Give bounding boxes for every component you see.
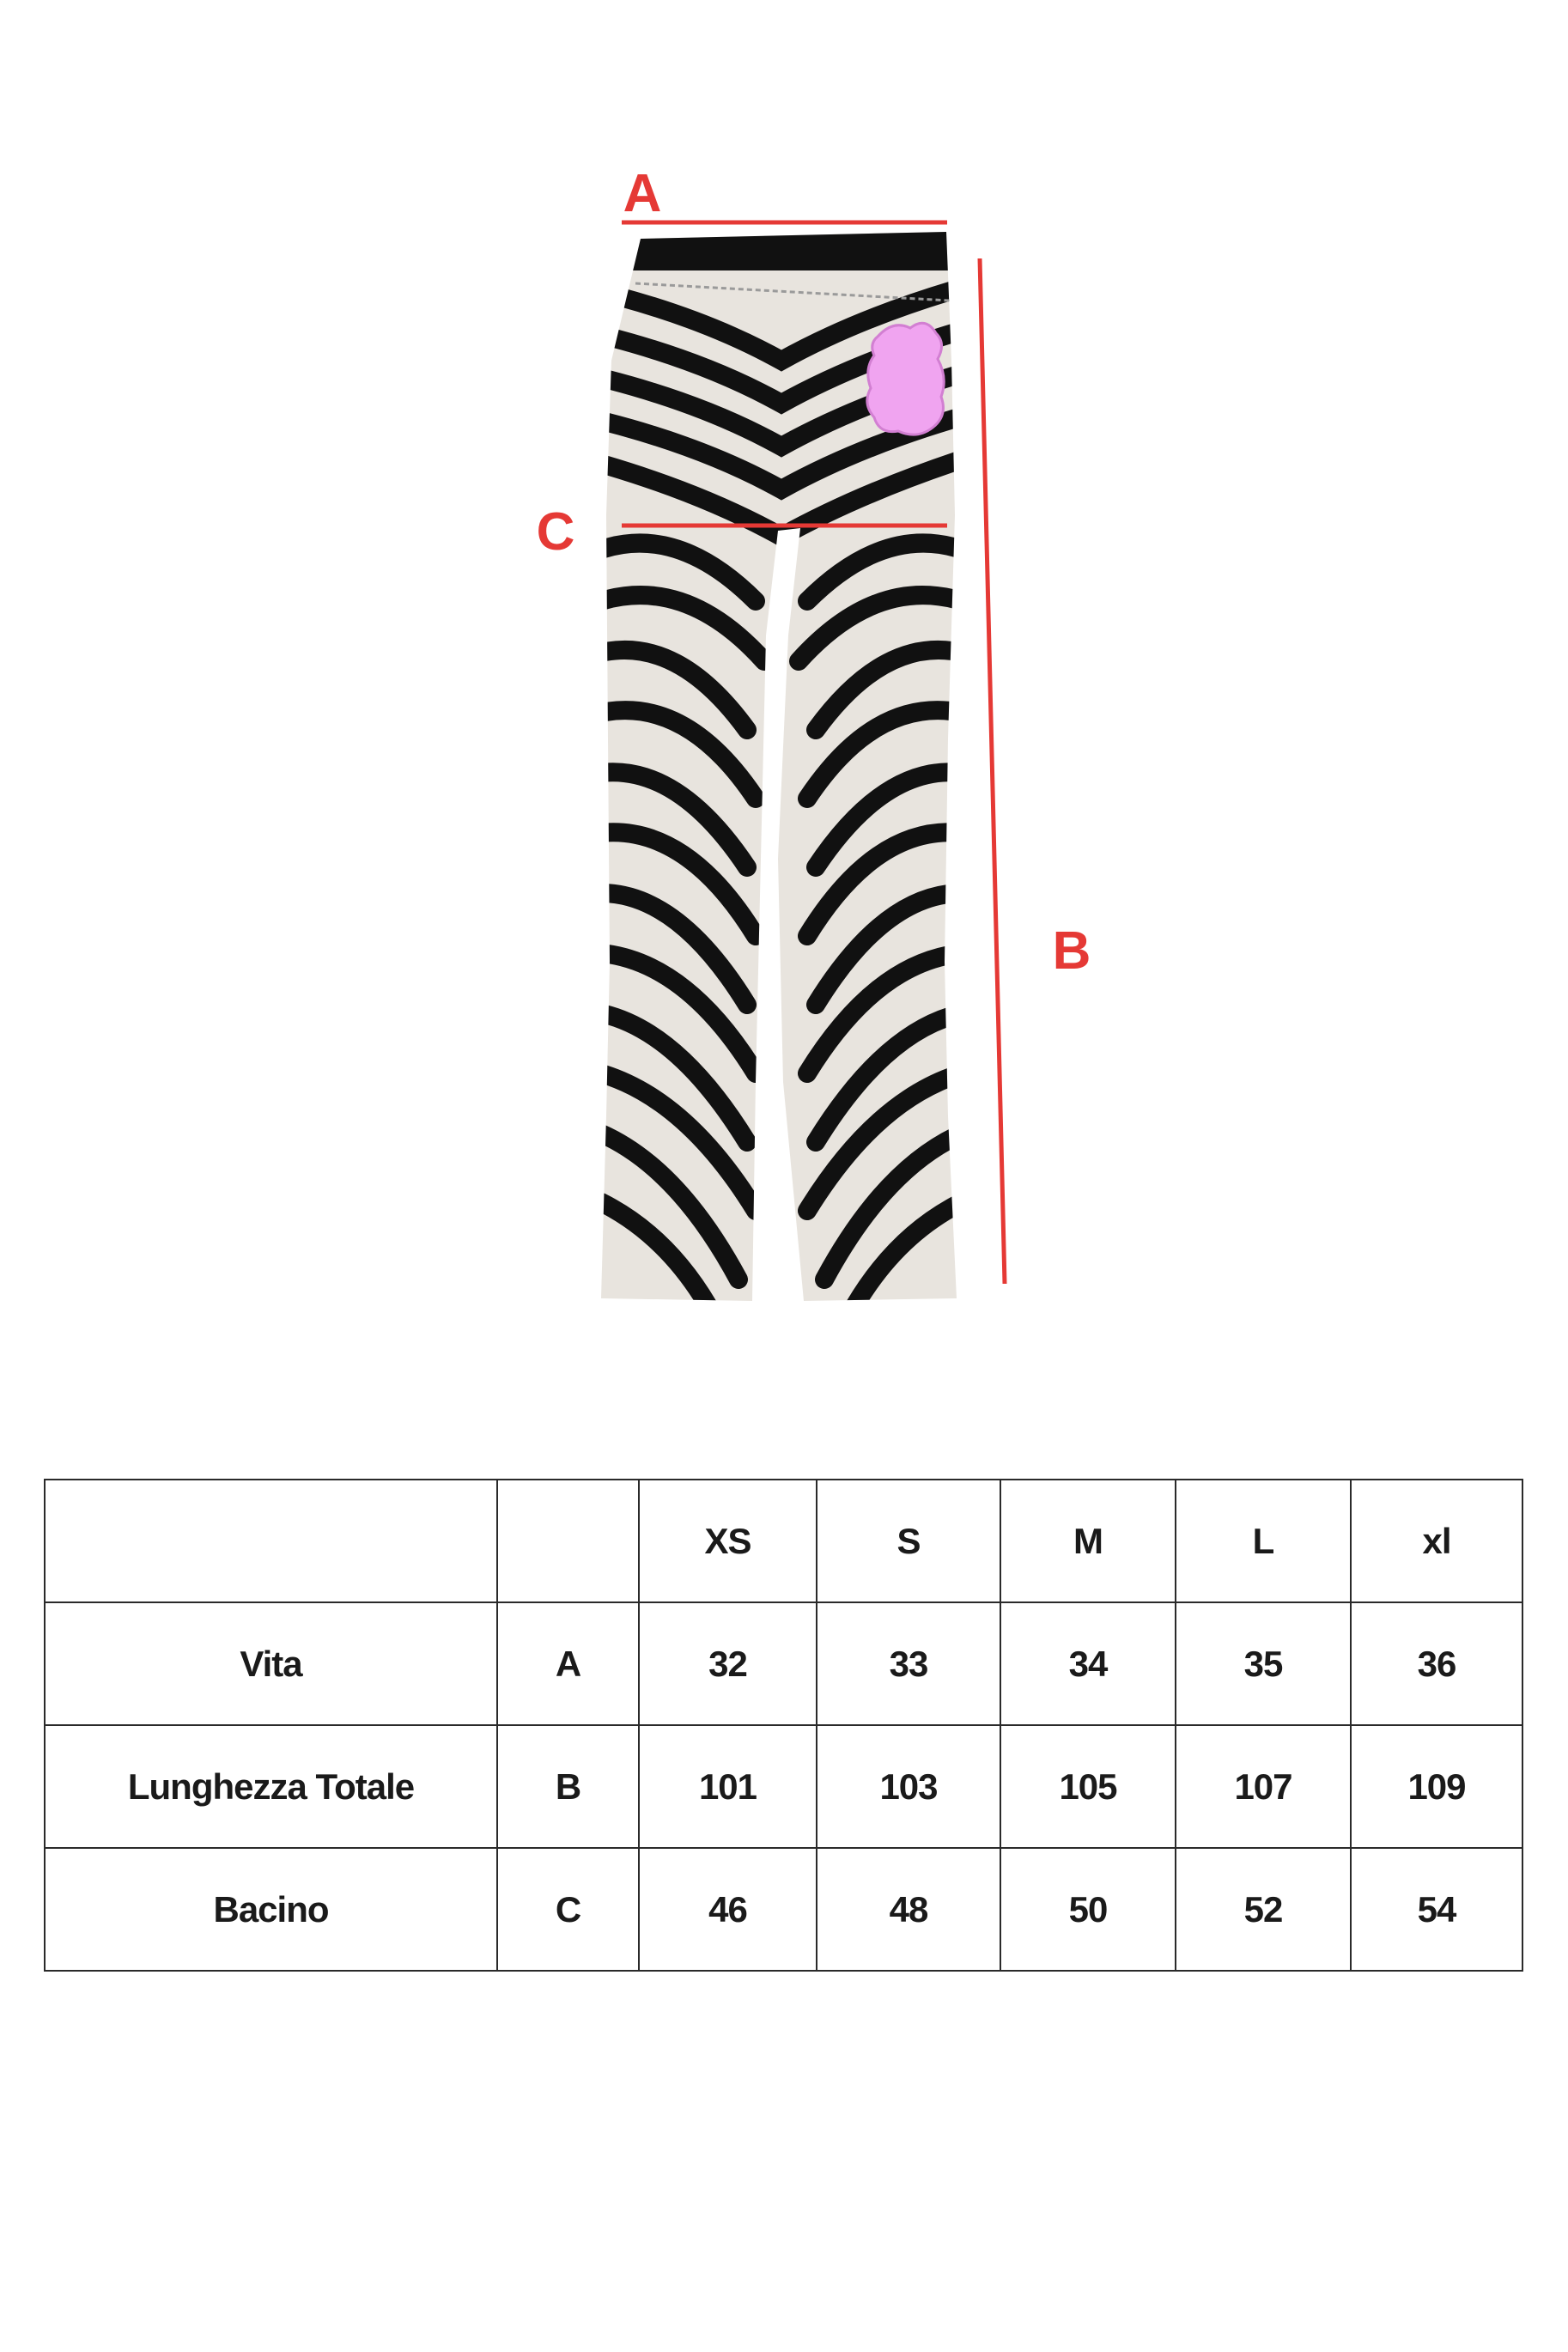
header-cell-size: M	[1000, 1480, 1176, 1602]
table-row	[45, 1725, 1522, 1848]
table-cell: 103	[817, 1725, 1000, 1848]
table-cell: 33	[817, 1602, 1000, 1725]
table-cell: 34	[1000, 1602, 1176, 1725]
table-cell: 109	[1351, 1725, 1522, 1848]
measure-line-b	[980, 258, 1005, 1284]
label-b: B	[1052, 921, 1091, 981]
row-code: B	[497, 1725, 639, 1848]
row-label: Lunghezza Totale	[45, 1725, 497, 1848]
row-label: Bacino	[45, 1848, 497, 1971]
table-header-row	[45, 1480, 1522, 1602]
table-row	[45, 1848, 1522, 1971]
table-cell: 50	[1000, 1848, 1176, 1971]
table-cell: 35	[1176, 1602, 1351, 1725]
pink-patch-icon	[867, 323, 944, 435]
table-cell: 48	[817, 1848, 1000, 1971]
header-cell-size: L	[1176, 1480, 1351, 1602]
size-chart-table	[44, 1479, 1523, 1972]
table-cell: 101	[639, 1725, 817, 1848]
table-row	[45, 1602, 1522, 1725]
header-cell-empty	[497, 1480, 639, 1602]
table-cell: 52	[1176, 1848, 1351, 1971]
table-cell: 105	[1000, 1725, 1176, 1848]
table-cell: 107	[1176, 1725, 1351, 1848]
pants-illustration	[593, 228, 970, 1314]
header-cell-size: S	[817, 1480, 1000, 1602]
table-cell: 54	[1351, 1848, 1522, 1971]
table-cell: 36	[1351, 1602, 1522, 1725]
label-c: C	[536, 502, 575, 562]
header-cell-size: xl	[1351, 1480, 1522, 1602]
table-cell: 46	[639, 1848, 817, 1971]
table-cell: 32	[639, 1602, 817, 1725]
row-label: Vita	[45, 1602, 497, 1725]
row-code: A	[497, 1602, 639, 1725]
row-code: C	[497, 1848, 639, 1971]
header-cell-size: XS	[639, 1480, 817, 1602]
header-cell-empty	[45, 1480, 497, 1602]
label-a: A	[623, 164, 662, 223]
